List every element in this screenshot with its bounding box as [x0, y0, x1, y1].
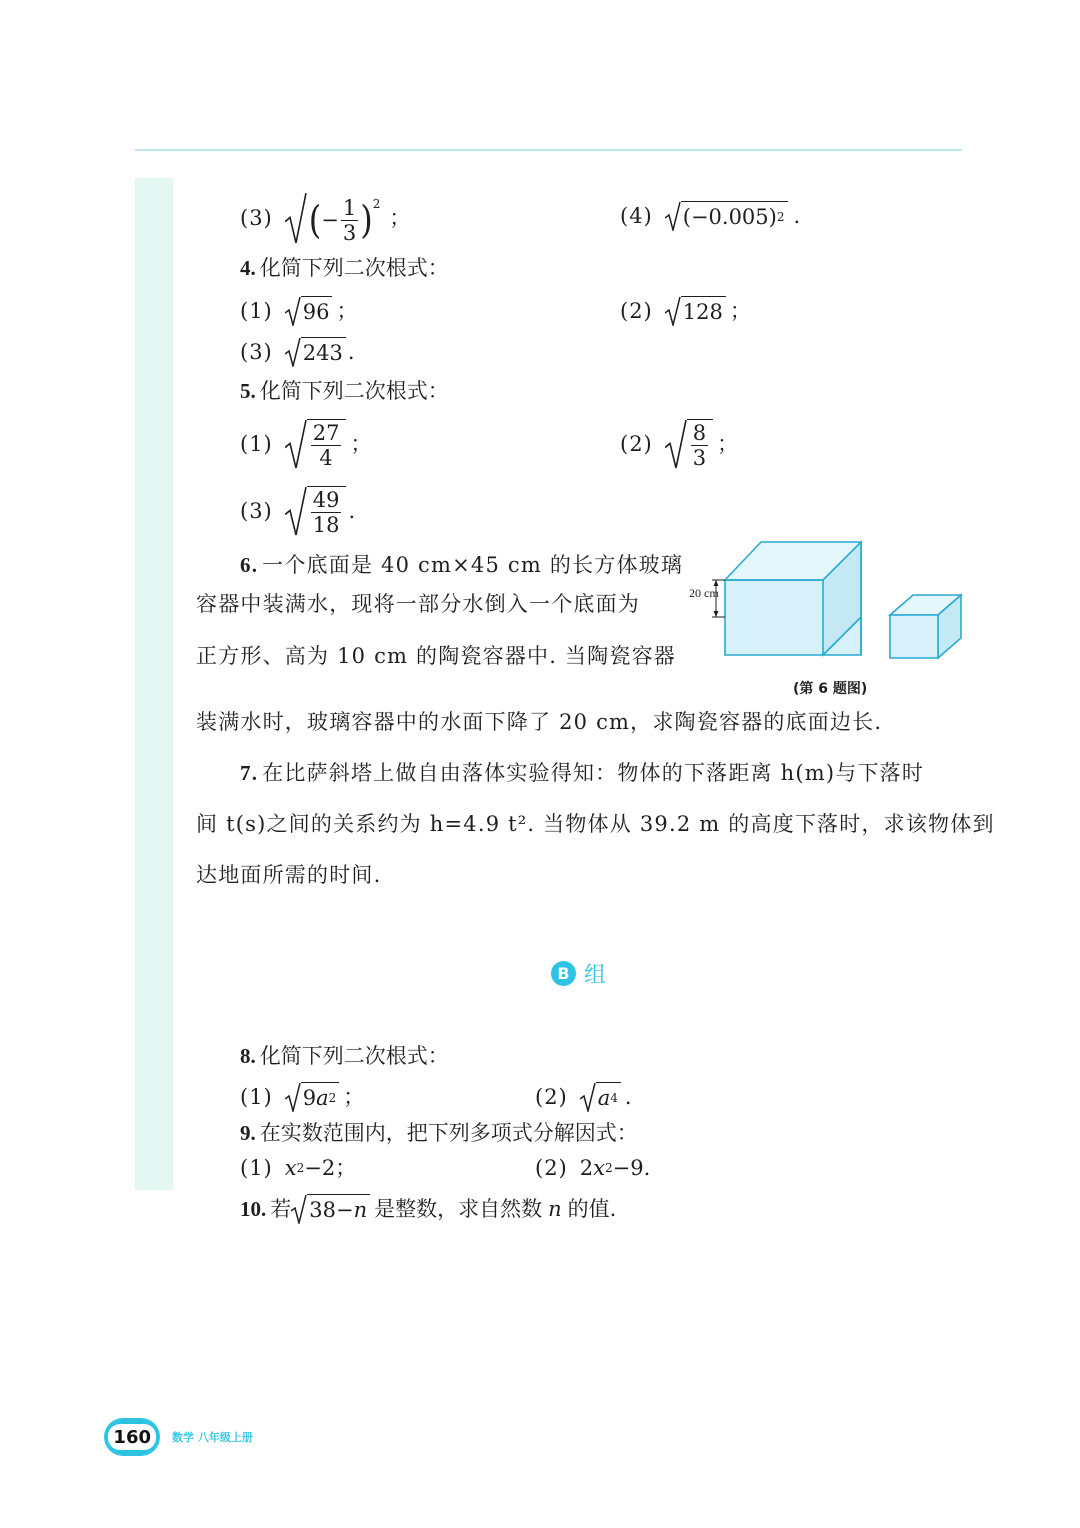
item-label: (1) [240, 432, 273, 456]
top-rule [135, 149, 962, 151]
item-label: (1) [240, 299, 273, 323]
radical-sign-icon [580, 1082, 596, 1112]
question-number: 6. [240, 553, 259, 577]
variable: x [593, 1156, 605, 1180]
exercise-3-3 [240, 195, 411, 245]
punct: ； [389, 206, 411, 230]
question-text: 在实数范围内，把下列多项式分解因式： [259, 1121, 638, 1145]
punct: . [793, 204, 801, 228]
group-label: 组 [584, 963, 607, 988]
radical-sign-icon [285, 192, 307, 245]
exercise-4-1 [240, 296, 357, 326]
item-label: (3) [240, 206, 273, 230]
question-number: 8. [240, 1044, 256, 1068]
variable: x [284, 1156, 297, 1180]
minus-sign: − [321, 208, 339, 232]
variable: n [548, 1197, 562, 1221]
coefficient: 2 [579, 1156, 594, 1180]
question-text: 一个底面是 40 cm×45 cm 的长方体玻璃 [262, 553, 684, 577]
exercise-9-2: (2) 2 x 2 −9. [535, 1156, 651, 1180]
punct: . [347, 340, 355, 364]
group-heading [551, 958, 606, 989]
radical: 128 [665, 296, 726, 326]
ceramic-container-icon [890, 595, 961, 658]
exercise-6-line-2: 容器中装满水，现将一部分水倒入一个底面为 [196, 592, 640, 616]
fraction: $\frac{49}{18}$ [312, 487, 340, 537]
radical-sign-icon [291, 1194, 307, 1224]
exercise-4-3 [240, 337, 355, 367]
exercise-7-line-1 [240, 750, 924, 797]
item-label: (4) [620, 204, 653, 228]
dimension-label: 20 cm [689, 586, 719, 600]
item-label: (2) [535, 1156, 568, 1180]
question-number: 4. [240, 256, 256, 280]
exercise-7-line-2: 间 t(s)之间的关系约为 h=4.9 t². 当物体从 39.2 m 的高度下落时，求该物体到 [196, 812, 995, 836]
expression-rest: −2； [304, 1156, 357, 1180]
punct: ； [729, 299, 751, 323]
question-number: 10. [240, 1197, 267, 1221]
radical: ( − $\frac{1}{3}$ ) $^2$ [285, 192, 384, 245]
exercise-5-3 [240, 485, 355, 537]
radical-sign-icon [285, 337, 301, 367]
radical: a 4 [580, 1082, 621, 1112]
question-number: 9. [240, 1121, 256, 1145]
book-title: 数学 八年级上册 [172, 1431, 253, 1444]
item-label: (1) [240, 1085, 273, 1109]
item-label: (2) [535, 1085, 568, 1109]
page-number: 160 [108, 1424, 156, 1450]
radical: (−0.005) 2 [665, 201, 788, 231]
exercise-4-2 [620, 296, 751, 326]
question-text: 化简下列二次根式： [259, 256, 449, 280]
fraction: $\frac{27}{4}$ [312, 420, 340, 470]
exercise-4-title [240, 254, 449, 282]
exercise-6-line-4: 装满水时，玻璃容器中的水面下降了 20 cm，求陶瓷容器的底面边长. [196, 710, 883, 734]
page-footer [104, 1418, 253, 1456]
question-text: 若 [270, 1197, 292, 1221]
question-text: 是整数，求自然数 [374, 1197, 543, 1221]
figure-caption: (第 6 题图) [793, 681, 868, 697]
fraction: $\frac{8}{3}$ [692, 420, 707, 470]
container-figure [685, 535, 970, 700]
exercise-3-4 [620, 201, 800, 231]
item-label: (3) [240, 340, 273, 364]
exercise-9-title [240, 1119, 638, 1147]
side-band [135, 178, 173, 1190]
punct: . [348, 499, 356, 523]
exercise-5-1 [240, 418, 371, 470]
exercise-8-1 [240, 1082, 364, 1112]
item-label: (2) [620, 299, 653, 323]
exercise-7-line-3: 达地面所需的时间. [196, 863, 382, 887]
exercise-5-2 [620, 418, 738, 470]
radical-sign-icon [665, 419, 687, 470]
punct: ； [350, 432, 372, 456]
item-label: (2) [620, 432, 653, 456]
radical [285, 486, 347, 537]
question-number: 7. [240, 761, 259, 785]
question-text: 化简下列二次根式： [259, 1044, 449, 1068]
radical-sign-icon [285, 1082, 301, 1112]
question-text: 在比萨斜塔上做自由落体实验得知：物体的下落距离 h(m)与下落时 [262, 761, 925, 785]
item-label: (1) [240, 1156, 273, 1180]
expression-rest: −9. [612, 1156, 651, 1180]
radical-sign-icon [665, 296, 681, 326]
question-number: 5. [240, 379, 256, 403]
item-label: (3) [240, 499, 273, 523]
fraction: $\frac{1}{3}$ [342, 195, 357, 245]
radical-sign-icon [285, 419, 307, 470]
radical [665, 419, 713, 470]
radical: 243 [285, 337, 346, 367]
question-text: 的值. [567, 1197, 617, 1221]
punct: . [624, 1085, 632, 1109]
group-badge-icon: B [551, 961, 576, 986]
radical-sign-icon [665, 201, 681, 231]
radical: 9 a 2 [285, 1082, 340, 1112]
exercise-8-title [240, 1042, 449, 1070]
exercise-10 [240, 1194, 616, 1224]
punct: ； [343, 1085, 365, 1109]
exercise-6-line-3: 正方形、高为 10 cm 的陶瓷容器中. 当陶瓷容器 [196, 644, 676, 668]
page-number-badge [104, 1418, 160, 1456]
radical: 96 [285, 296, 333, 326]
exercise-8-2 [535, 1082, 632, 1112]
question-text: 化简下列二次根式： [259, 379, 449, 403]
radical-sign-icon [285, 296, 301, 326]
punct: ； [717, 432, 739, 456]
glass-container-icon [725, 542, 861, 655]
exercise-9-1: (1) x 2 −2； [240, 1156, 357, 1180]
radical [285, 419, 347, 470]
radical-sign-icon [285, 486, 307, 537]
punct: ； [336, 299, 358, 323]
radical: 38− n [291, 1194, 370, 1224]
exercise-5-title [240, 377, 449, 405]
